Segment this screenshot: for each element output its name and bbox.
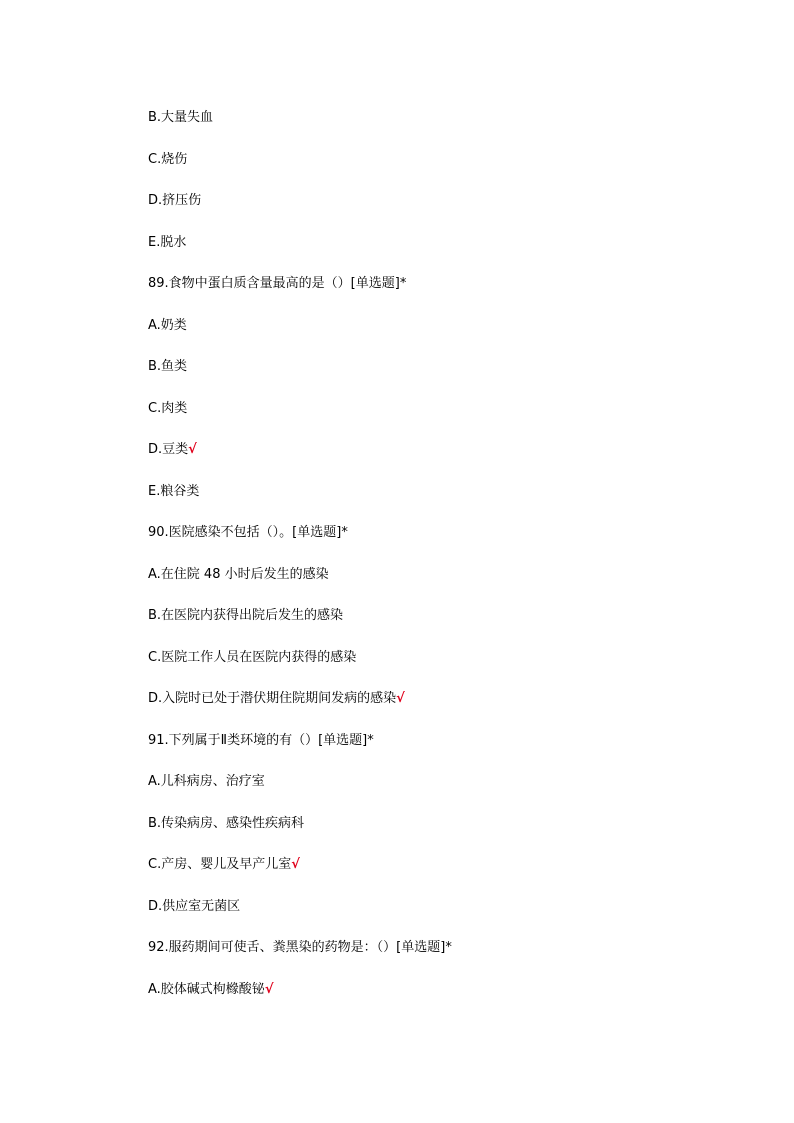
option-text: B.鱼类 <box>148 359 188 374</box>
correct-answer-check-icon: √ <box>291 857 300 872</box>
option-text: D.入院时已处于潜伏期住院期间发病的感染 <box>148 691 397 706</box>
answer-option <box>148 399 452 441</box>
question-text: 89.食物中蛋白质含量最高的是（）[单选题]* <box>148 276 407 291</box>
question-text: 90.医院感染不包括（）。[单选题]* <box>148 525 348 540</box>
answer-option <box>148 606 452 648</box>
question-stem <box>148 523 452 565</box>
question-stem <box>148 938 452 980</box>
answer-option <box>148 689 452 731</box>
option-text: D.挤压伤 <box>148 193 202 208</box>
answer-option <box>148 357 452 399</box>
answer-option <box>148 316 452 358</box>
question-text: 92.服药期间可使舌、粪黑染的药物是：（）[单选题]* <box>148 940 452 955</box>
option-text: C.肉类 <box>148 400 188 416</box>
answer-option <box>148 191 452 233</box>
answer-option <box>148 150 452 192</box>
answer-option <box>148 855 452 897</box>
option-text: A.奶类 <box>148 317 187 333</box>
option-text: B.传染病房、感染性疾病科 <box>148 815 305 831</box>
correct-answer-check-icon: √ <box>264 981 274 997</box>
question-stem <box>148 274 452 316</box>
option-text: D.供应室无菌区 <box>148 898 241 914</box>
answer-option <box>148 648 452 690</box>
question-stem <box>148 731 452 773</box>
answer-option <box>148 233 452 275</box>
option-text: C.医院工作人员在医院内获得的感染 <box>148 649 357 665</box>
option-text: C.烧伤 <box>148 151 188 167</box>
question-list <box>148 108 452 1021</box>
correct-answer-check-icon: √ <box>396 691 405 706</box>
answer-option <box>148 482 452 524</box>
option-text: A.胶体碱式枸橼酸铋 <box>148 981 265 997</box>
question-text: 91.下列属于Ⅱ类环境的有（）[单选题]* <box>148 732 374 748</box>
option-text: A.在住院 48 小时后发生的感染 <box>148 566 329 582</box>
answer-option <box>148 814 452 856</box>
option-text: B.在医院内获得出院后发生的感染 <box>148 608 344 623</box>
answer-option <box>148 108 452 150</box>
option-text: E.粮谷类 <box>148 483 200 499</box>
option-text: C.产房、婴儿及早产儿室 <box>148 857 292 872</box>
answer-option <box>148 565 452 607</box>
option-text: D.豆类 <box>148 442 189 457</box>
answer-option <box>148 980 452 1022</box>
answer-option <box>148 772 452 814</box>
correct-answer-check-icon: √ <box>188 442 197 457</box>
answer-option <box>148 897 452 939</box>
option-text: A.儿科病房、治疗室 <box>148 774 265 789</box>
option-text: E.脱水 <box>148 234 187 250</box>
option-text: B.大量失血 <box>148 110 214 125</box>
answer-option <box>148 440 452 482</box>
